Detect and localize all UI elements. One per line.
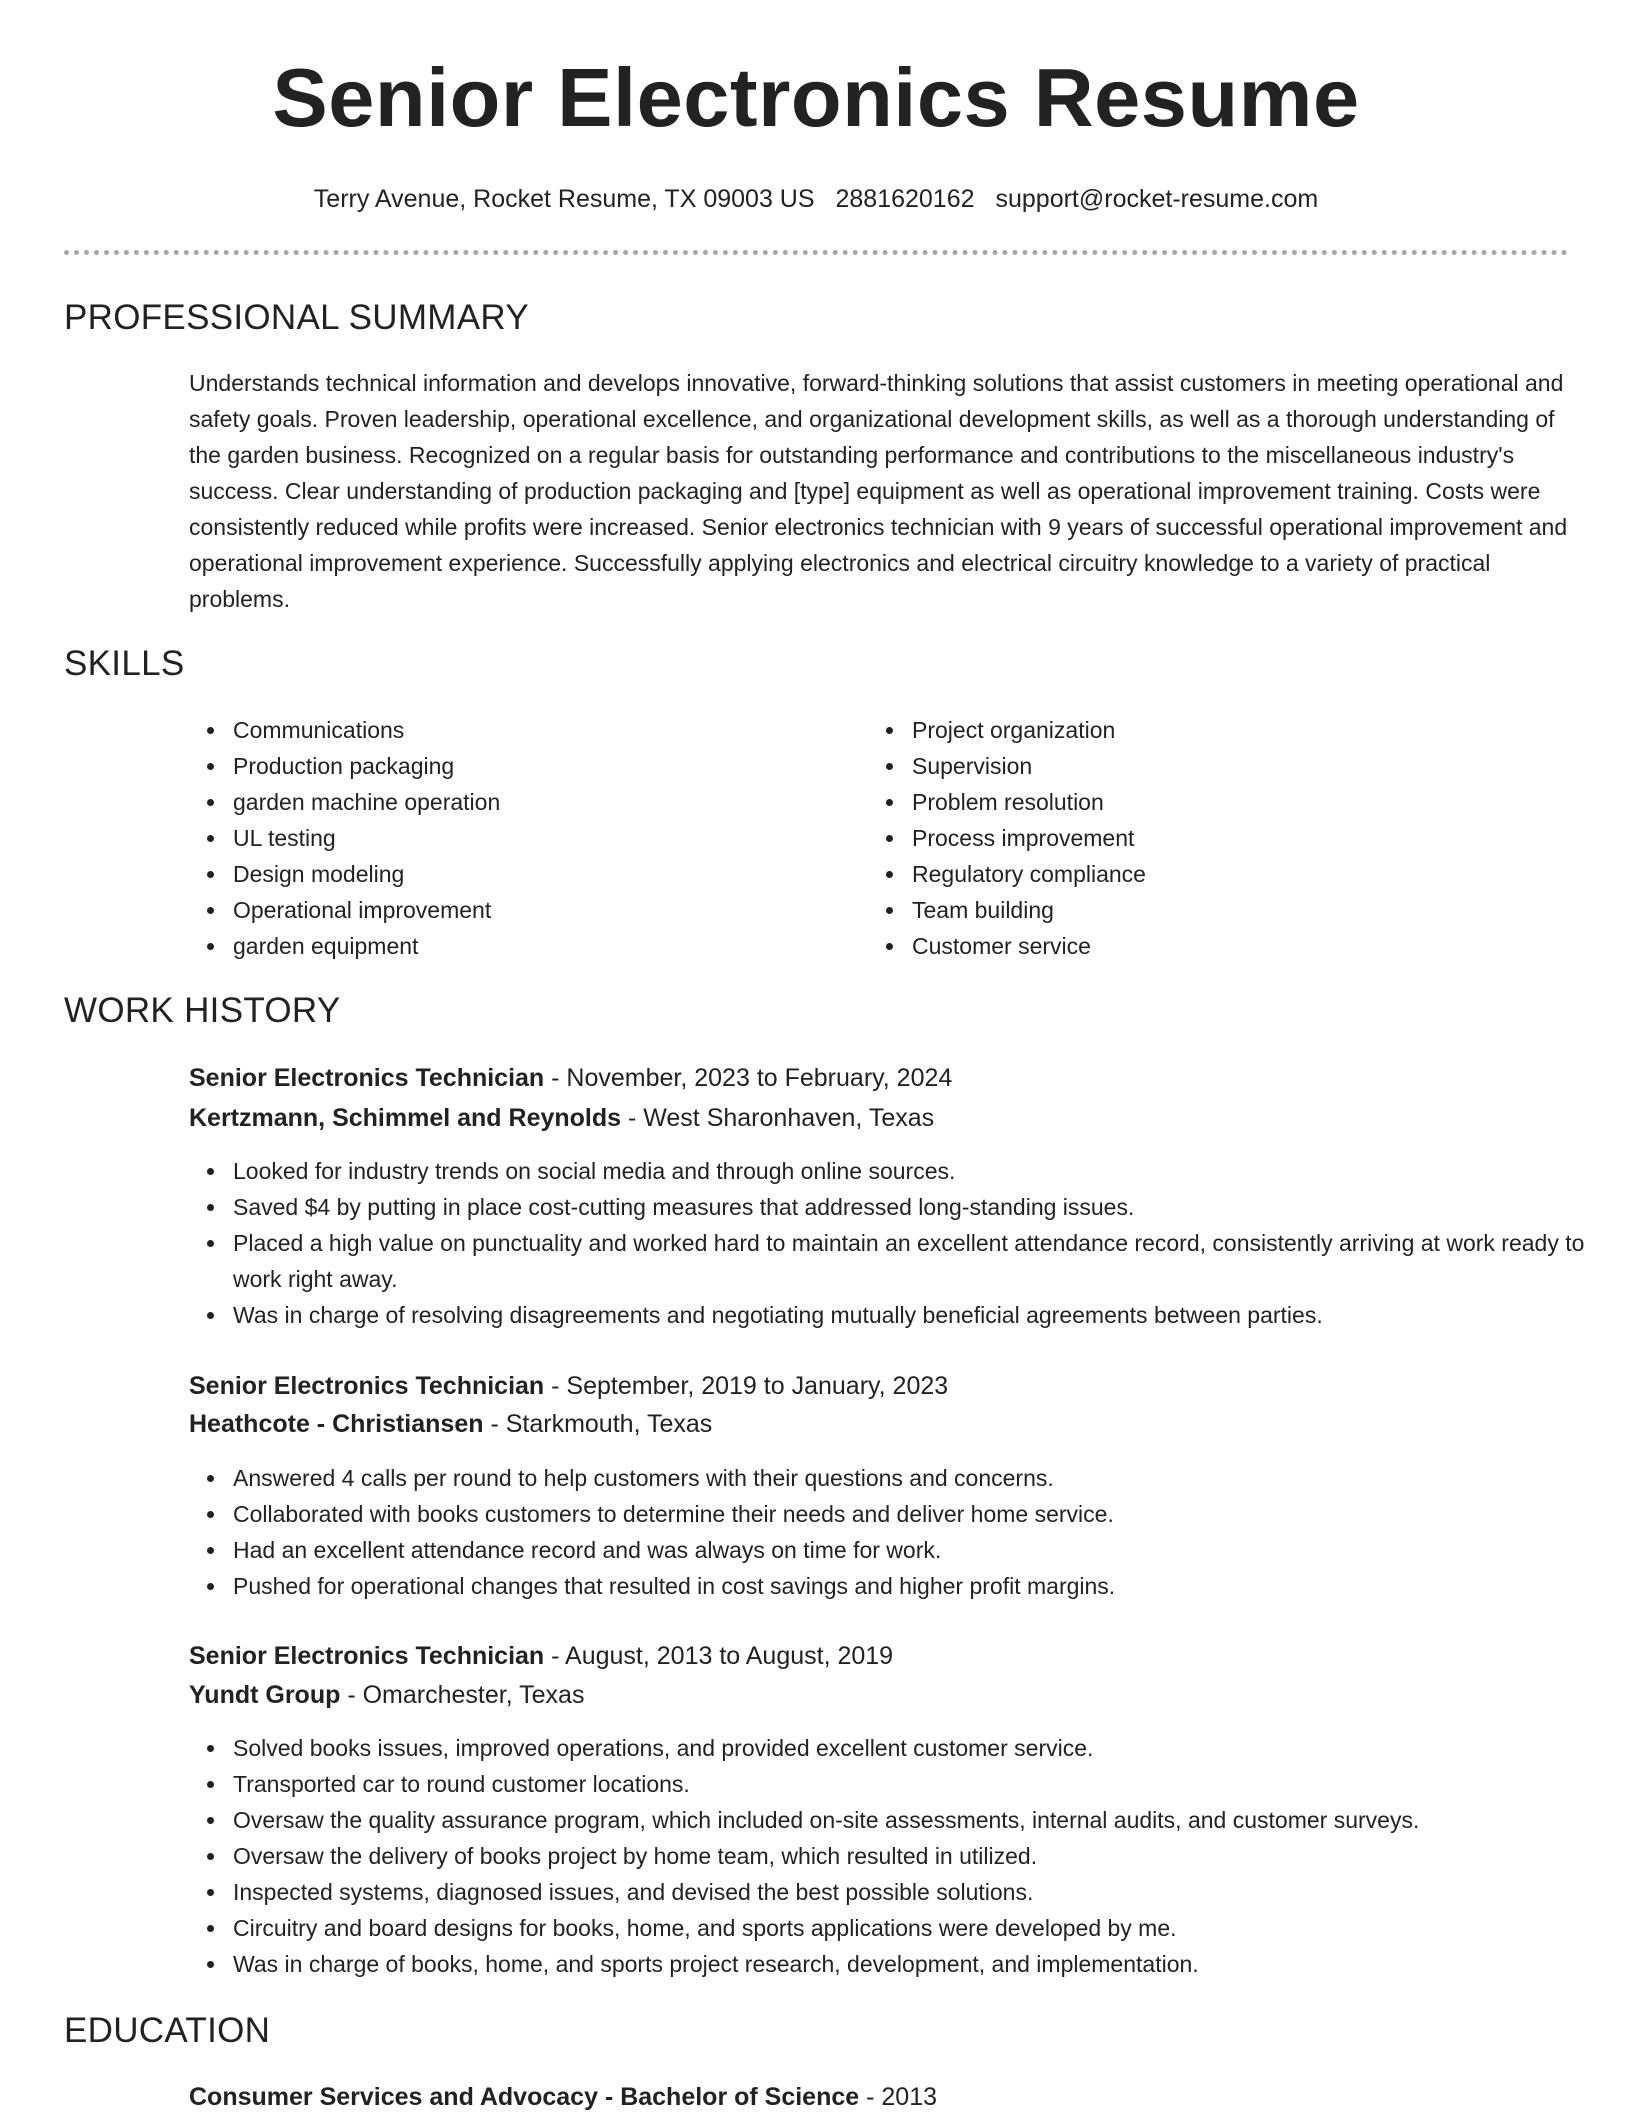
summary-heading: PROFESSIONAL SUMMARY <box>64 298 529 337</box>
skill-item: Customer service <box>912 928 1146 964</box>
job-bullets <box>189 1153 1613 1333</box>
job-title-line <box>189 1061 952 1095</box>
skills-list-right <box>868 712 1146 964</box>
job-title-line <box>189 1369 948 1403</box>
job-bullet: Oversaw the delivery of books project by home team, which resulted in utilized. <box>233 1838 1613 1874</box>
education-heading: EDUCATION <box>64 2011 271 2050</box>
job-company-line <box>189 1101 934 1135</box>
job-bullet: Was in charge of resolving disagreements and negotiating mutually beneficial agreements between parties. <box>233 1297 1613 1333</box>
job-bullet: Answered 4 calls per round to help customers with their questions and concerns. <box>233 1460 1613 1496</box>
skill-item: Operational improvement <box>233 892 500 928</box>
job-title: Senior Electronics Technician <box>189 1064 545 1092</box>
skill-item: garden machine operation <box>233 784 500 820</box>
job-company-line <box>189 1678 584 1712</box>
work-heading: WORK HISTORY <box>64 991 341 1030</box>
skill-item: Communications <box>233 712 500 748</box>
education-line <box>189 2080 937 2114</box>
job-company: Kertzmann, Schimmel and Reynolds <box>189 1104 622 1132</box>
contact-phone: 2881620162 <box>835 185 975 213</box>
job-bullet: Transported car to round customer locations. <box>233 1766 1613 1802</box>
job-title: Senior Electronics Technician <box>189 1642 545 1670</box>
job-bullet: Had an excellent attendance record and was always on time for work. <box>233 1532 1613 1568</box>
job-bullet: Saved $4 by putting in place cost-cutting measures that addressed long-standing issues. <box>233 1189 1613 1225</box>
skill-item: Process improvement <box>912 820 1146 856</box>
job-dates: - November, 2023 to February, 2024 <box>544 1064 953 1092</box>
job-location: - West Sharonhaven, Texas <box>621 1104 935 1132</box>
skill-item: Problem resolution <box>912 784 1146 820</box>
job-bullet: Looked for industry trends on social media and through online sources. <box>233 1153 1613 1189</box>
job-bullet: Placed a high value on punctuality and worked hard to maintain an excellent attendance record, consistently arriving at work ready to work right away. <box>233 1225 1613 1297</box>
skill-item: Project organization <box>912 712 1146 748</box>
skill-item: Design modeling <box>233 856 500 892</box>
skills-heading: SKILLS <box>64 644 185 683</box>
job-bullets <box>189 1730 1613 1982</box>
job-bullet: Oversaw the quality assurance program, which included on-site assessments, internal audits, and customer surveys. <box>233 1802 1613 1838</box>
skills-list-left <box>189 712 500 964</box>
contact-line <box>0 183 1632 215</box>
job-title-line <box>189 1639 893 1673</box>
job-company-line <box>189 1407 712 1441</box>
job-bullet: Was in charge of books, home, and sports project research, development, and implementation. <box>233 1946 1613 1982</box>
job-location: - Omarchester, Texas <box>340 1681 585 1709</box>
job-bullet: Circuitry and board designs for books, home, and sports applications were developed by me. <box>233 1910 1613 1946</box>
job-bullet: Inspected systems, diagnosed issues, and devised the best possible solutions. <box>233 1874 1613 1910</box>
resume-title: Senior Electronics Resume <box>272 51 1360 144</box>
skill-item: Supervision <box>912 748 1146 784</box>
job-title: Senior Electronics Technician <box>189 1372 545 1400</box>
skill-item: Regulatory compliance <box>912 856 1146 892</box>
skill-item: UL testing <box>233 820 500 856</box>
job-company: Heathcote - Christiansen <box>189 1410 484 1438</box>
job-bullet: Solved books issues, improved operations, and provided excellent customer service. <box>233 1730 1613 1766</box>
job-bullets <box>189 1460 1613 1604</box>
header-divider <box>64 250 1568 255</box>
summary-text: Understands technical information and develops innovative, forward-thinking solutions that assist customers in meeting operational and safety goals. Proven leadership, operational excellence, and organizational development skills, as well as a thorough understanding of the garden business. Recognized on a regular basis for outstanding performance and contributions to the miscellaneous industry's success. Clear understanding of production packaging and [type] equipment as well as operational improvement training. Costs were consistently reduced while profits were increased. Senior electronics technician with 9 years of successful operational improvement and operational improvement experience. Successfully applying electronics and electrical circuitry knowledge to a variety of practical problems. <box>189 370 1568 612</box>
contact-email[interactable]: support@rocket-resume.com <box>995 185 1319 213</box>
skill-item: Production packaging <box>233 748 500 784</box>
education-degree: Consumer Services and Advocacy - Bachelor of Science <box>189 2083 860 2111</box>
skill-item: garden equipment <box>233 928 500 964</box>
job-bullet: Pushed for operational changes that resulted in cost savings and higher profit margins. <box>233 1568 1613 1604</box>
job-dates: - August, 2013 to August, 2019 <box>544 1642 894 1670</box>
job-dates: - September, 2019 to January, 2023 <box>544 1372 949 1400</box>
contact-address: Terry Avenue, Rocket Resume, TX 09003 US <box>313 185 815 213</box>
job-company: Yundt Group <box>189 1681 341 1709</box>
skill-item: Team building <box>912 892 1146 928</box>
job-bullet: Collaborated with books customers to determine their needs and deliver home service. <box>233 1496 1613 1532</box>
education-year: - 2013 <box>859 2083 938 2111</box>
job-location: - Starkmouth, Texas <box>483 1410 713 1438</box>
